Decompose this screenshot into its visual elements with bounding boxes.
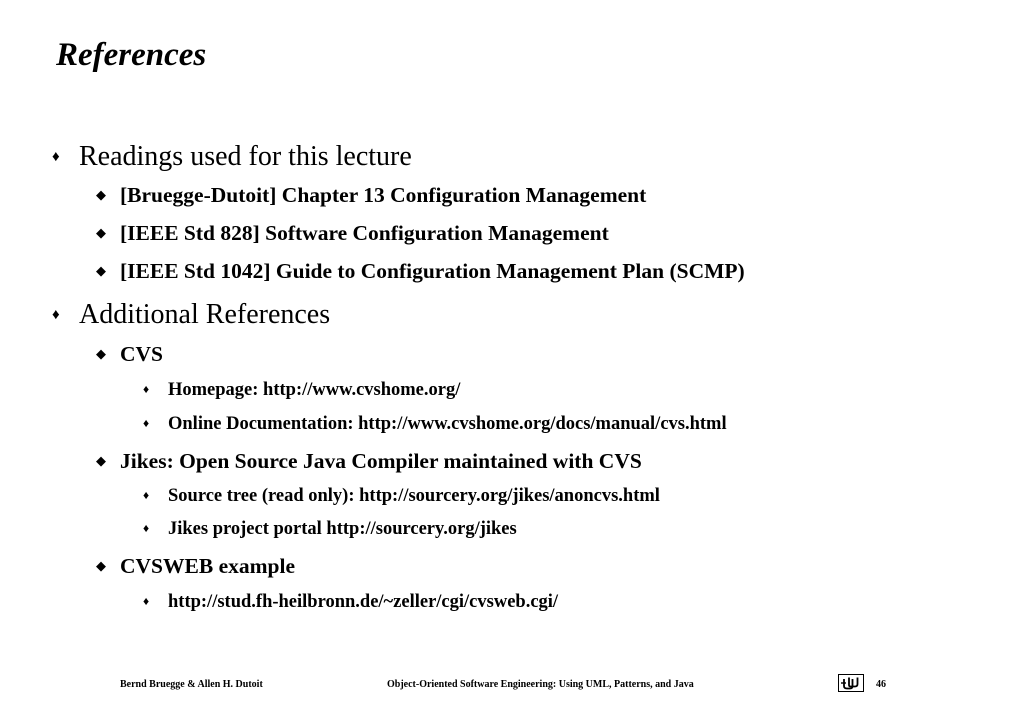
sub-sub-bullet-jikes-portal <box>143 520 517 539</box>
sub-bullet-ieee-1042 <box>96 261 745 283</box>
bullet-text: Homepage: http://www.cvshome.org/ <box>168 380 461 400</box>
footer-page-number: 46 <box>876 679 886 690</box>
bullet-text: Jikes: Open Source Java Compiler maintained with CVS <box>120 449 642 473</box>
sub-bullet-cvsweb <box>96 556 295 578</box>
footer-authors: Bernd Bruegge & Allen H. Dutoit <box>120 679 263 690</box>
diamond-bullet-icon: ♦ <box>143 521 150 535</box>
diamond-bullet-icon: ♦ <box>143 416 150 430</box>
sub-sub-bullet-jikes-source-tree <box>143 487 660 506</box>
sub-bullet-jikes <box>96 451 642 473</box>
bullet-text: Jikes project portal http://sourcery.org/jikes <box>168 519 517 539</box>
diamond-bullet-icon: ♦ <box>143 382 150 396</box>
tum-logo-graphic <box>839 675 863 691</box>
diamond-bullet-icon: ♦ <box>52 149 60 165</box>
bullet-text: Source tree (read only): http://sourcery.org/jikes/anoncvs.html <box>168 486 660 506</box>
sub-bullet-bruegge-dutoit <box>96 185 646 207</box>
diamond-bullet-icon: ◆ <box>96 187 106 202</box>
diamond-bullet-icon: ◆ <box>96 558 106 573</box>
diamond-bullet-icon: ♦ <box>143 594 150 608</box>
diamond-bullet-icon: ◆ <box>96 225 106 240</box>
sub-sub-bullet-cvs-homepage <box>143 381 460 400</box>
bullet-text: Additional References <box>79 299 331 330</box>
diamond-bullet-icon: ◆ <box>96 453 106 468</box>
bullet-readings <box>52 143 412 171</box>
bullet-text: http://stud.fh-heilbronn.de/~zeller/cgi/cvsweb.cgi/ <box>168 592 559 612</box>
bullet-text: Readings used for this lecture <box>79 141 412 172</box>
sub-sub-bullet-cvs-docs <box>143 415 727 434</box>
sub-bullet-ieee-828 <box>96 223 609 245</box>
bullet-text: Online Documentation: http://www.cvshome.org/docs/manual/cvs.html <box>168 414 727 434</box>
bullet-text: [Bruegge-Dutoit] Chapter 13 Configuration Management <box>120 183 647 207</box>
bullet-text: [IEEE Std 1042] Guide to Configuration Management Plan (SCMP) <box>120 259 745 283</box>
diamond-bullet-icon: ◆ <box>96 263 106 278</box>
diamond-bullet-icon: ♦ <box>52 307 60 323</box>
footer-book-title: Object-Oriented Software Engineering: Using UML, Patterns, and Java <box>387 679 694 690</box>
sub-sub-bullet-cvsweb-url <box>143 593 558 612</box>
bullet-text: CVS <box>120 342 164 366</box>
sub-bullet-cvs <box>96 344 163 366</box>
diamond-bullet-icon: ◆ <box>96 346 106 361</box>
bullet-additional-references <box>52 301 330 329</box>
diamond-bullet-icon: ♦ <box>143 488 150 502</box>
bullet-text: [IEEE Std 828] Software Configuration Management <box>120 221 609 245</box>
tum-logo-icon <box>838 674 864 692</box>
bullet-text: CVSWEB example <box>120 554 295 578</box>
slide-title: References <box>56 37 207 73</box>
